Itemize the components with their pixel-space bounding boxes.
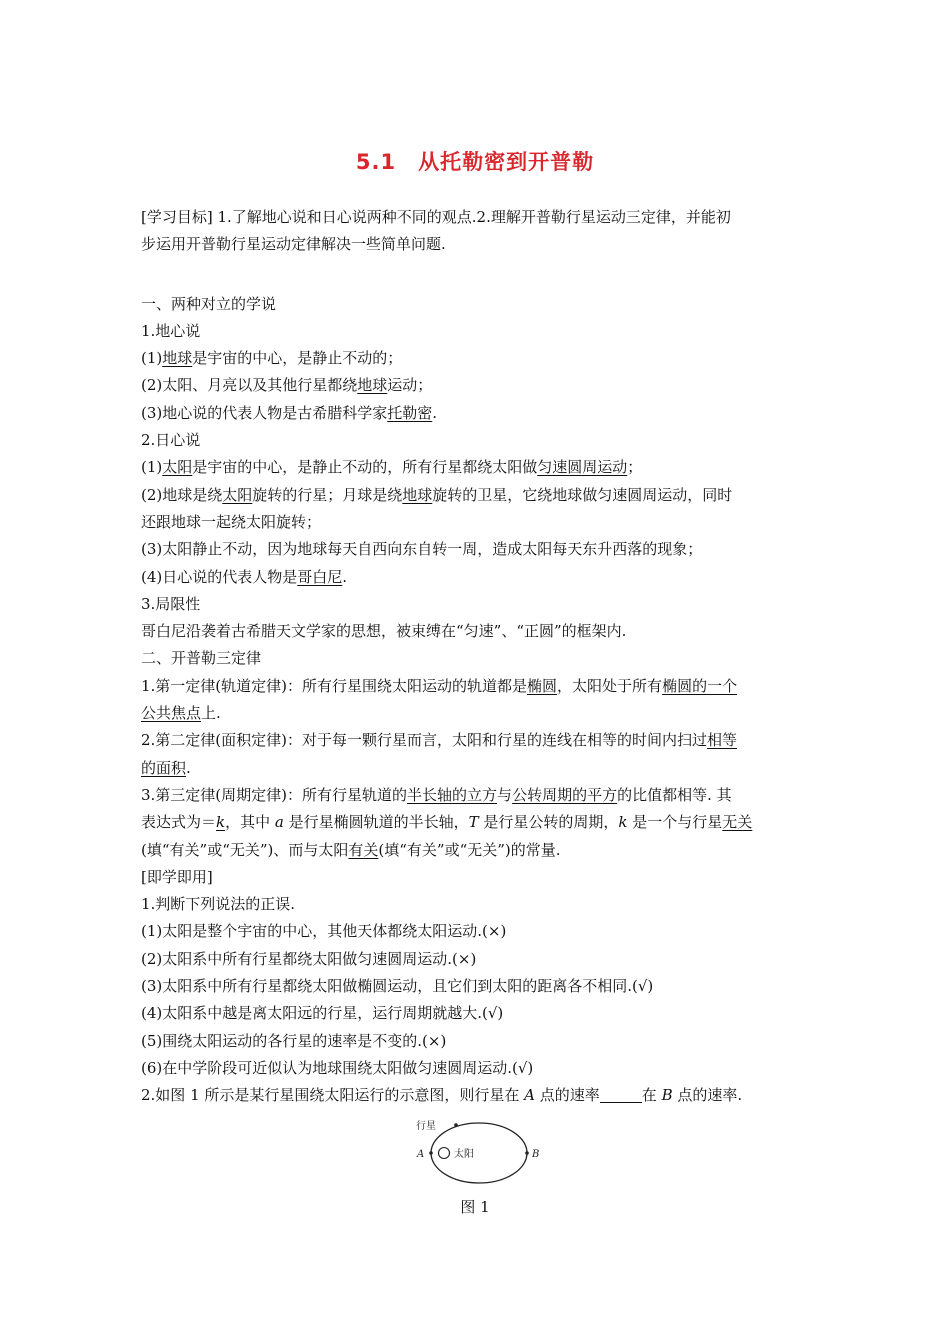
orbit-diagram [408,1113,548,1193]
text-line: 的面积. [141,758,191,777]
text-line: 表达式为＝k，其中 a 是行星椭圆轨道的半长轴，T 是行星公转的周期，k 是一个与行星无关 [141,813,753,832]
planet-label: 行星 [416,1121,436,1132]
answer-text: 地球 [357,376,388,395]
answer-text: 有关 [348,840,379,859]
answer-text: 托勒密 [387,403,433,422]
section-heading: [即学即用] [141,867,213,886]
subsection-title: 3.局限性 [141,594,201,613]
text-line: 1.第一定律(轨道定律)：所有行星围绕太阳运动的轨道都是椭圆，太阳处于所有椭圆的一个 [141,676,738,695]
answer-text: 公转周期的平方 [512,785,618,804]
text-line: 2.第二定律(面积定律)：对于每一颗行星而言，太阳和行星的连线在相等的时间内扫过相等 [141,731,738,750]
answer-text: 哥白尼 [297,567,343,586]
text-line: (1)地球是宇宙的中心，是静止不动的； [141,349,403,368]
answer-text: 太阳 [162,458,193,477]
text-line: (2)太阳、月亮以及其他行星都绕地球运动； [141,376,433,395]
answer-text: 椭圆 [527,676,558,695]
goals-line: 步运用开普勒行星运动定律解决一些简单问题. [141,235,446,254]
text-line: (填“有关”或“无关”)、而与太阳有关(填“有关”或“无关”)的常量. [141,840,561,859]
subsection-title: 2.日心说 [141,431,201,450]
answer-text: 匀速圆周运动 [537,458,628,477]
answer-text: 的面积 [141,758,187,777]
document-body [141,204,813,1110]
answer-text: 地球 [402,485,433,504]
page-title: 5.1 从托勒密到开普勒 [355,150,595,174]
text-line: 3.第三定律(周期定律)：所有行星轨道的半长轴的立方与公转周期的平方的比值都相等. 其 [141,785,732,804]
answer-text: 地球 [162,349,193,368]
planet-dot [454,1123,458,1127]
answer-text: 无关 [722,813,753,832]
answer-text: k [216,813,226,832]
sun-circle [439,1148,450,1159]
text-line: (3)地心说的代表人物是古希腊科学家托勒密. [141,403,438,422]
text-line: (1)太阳是宇宙的中心，是静止不动的，所有行星都绕太阳做匀速圆周运动； [141,458,643,477]
judgement-item: (6)在中学阶段可近似认为地球围绕太阳做匀速圆周运动.(√) [141,1058,534,1077]
answer-text: 椭圆的一个 [662,676,738,695]
text-line: (3)太阳静止不动，因为地球每天自西向东自转一周，造成太阳每天东升西落的现象； [141,540,703,559]
sun-label: 太阳 [454,1149,474,1160]
section-heading: 一、两种对立的学说 [141,294,277,313]
section-heading: 二、开普勒三定律 [141,649,262,668]
figure-caption: 图 1 [460,1198,490,1216]
answer-text: 太阳 [222,485,253,504]
judgement-item: (3)太阳系中所有行星都绕太阳做椭圆运动，且它们到太阳的距离各不相同.(√) [141,977,654,996]
subsection-title: 1.地心说 [141,321,201,340]
orbit-ellipse [431,1123,527,1183]
judgement-item: (5)围绕太阳运动的各行星的速率是不变的.(×) [141,1031,447,1050]
point-a-dot [429,1151,433,1155]
judgement-item: (1)太阳是整个宇宙的中心，其他天体都绕太阳运动.(×) [141,922,507,941]
point-a-label: A [417,1149,425,1160]
question-line: 2.如图 1 所示是某行星围绕太阳运行的示意图，则行星在 A 点的速率 在 B 点的速率. [141,1086,743,1105]
answer-blank [600,1087,642,1103]
point-b-dot [525,1151,529,1155]
point-b-label: B [532,1149,540,1160]
answer-text: 公共焦点 [141,704,202,723]
question-line: 1.判断下列说法的正误. [141,895,296,914]
text-line: (2)地球是绕太阳旋转的行星；月球是绕地球旋转的卫星，它绕地球做匀速圆周运动，同时 [141,485,733,504]
answer-text: 半长轴的立方 [407,785,498,804]
text-line: (4)日心说的代表人物是哥白尼. [141,567,348,586]
text-line: 公共焦点上. [141,704,221,723]
text-line: 哥白尼沿袭着古希腊天文学家的思想，被束缚在“匀速”、“正圆”的框架内. [141,622,627,641]
judgement-item: (4)太阳系中越是离太阳远的行星，运行周期就越大.(√) [141,1004,504,1023]
judgement-item: (2)太阳系中所有行星都绕太阳做匀速圆周运动.(×) [141,949,477,968]
goals-line: [学习目标] 1.了解地心说和日心说两种不同的观点.2.理解开普勒行星运动三定律，并能初 [141,208,731,226]
answer-text: 相等 [707,731,738,750]
text-line: 还跟地球一起绕太阳旋转； [141,512,322,531]
